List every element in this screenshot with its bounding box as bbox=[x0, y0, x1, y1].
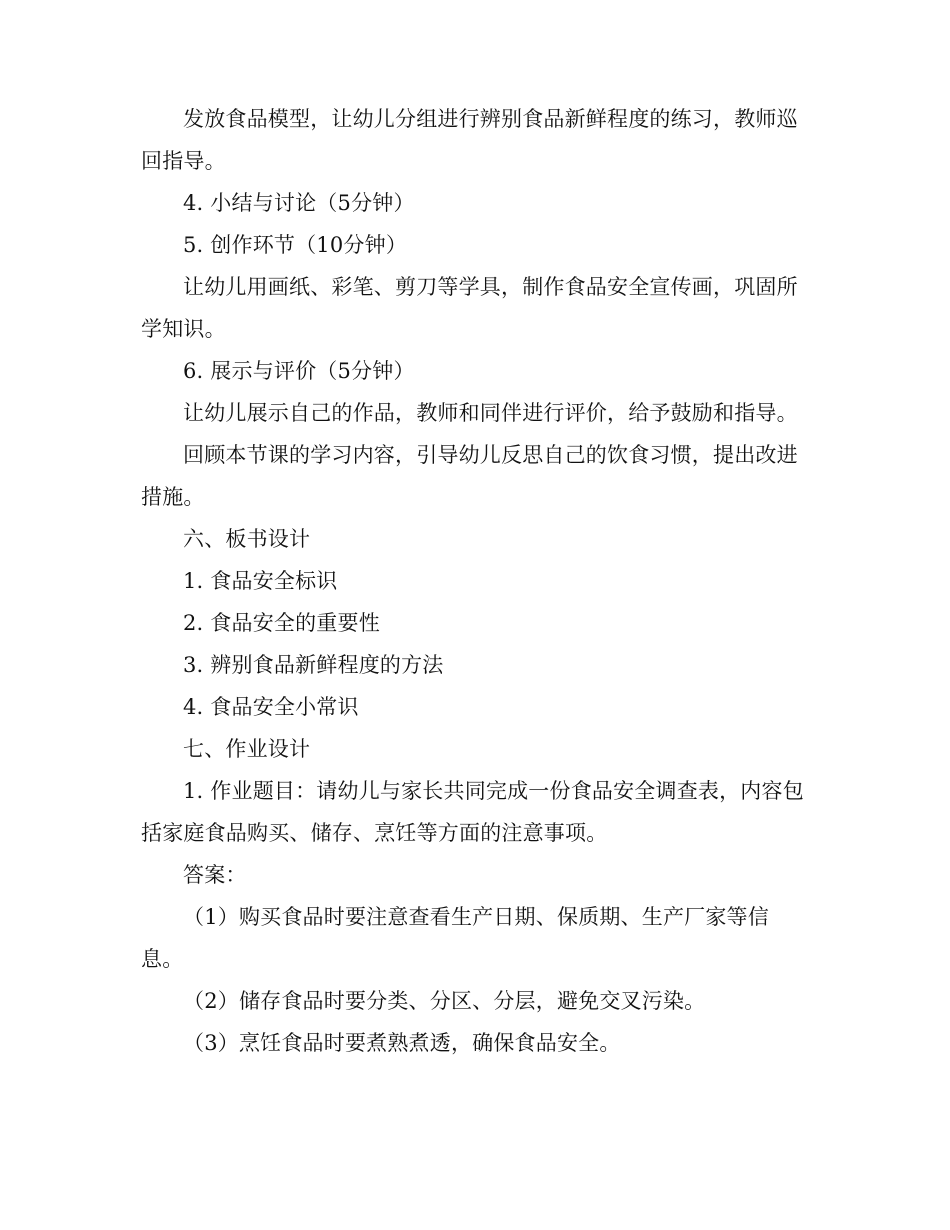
answer-label: 答案： bbox=[183, 863, 247, 887]
answer-item-3: （3）烹饪食品时要煮熟煮透，确保食品安全。 bbox=[183, 1031, 621, 1055]
answer-item-1: （1）购买食品时要注意查看生产日期、保质期、生产厂家等信息。 bbox=[141, 905, 769, 971]
section-heading-board-design: 六、板书设计 bbox=[183, 527, 311, 551]
paragraph-6: 让幼儿展示自己的作品，教师和同伴进行评价，给予鼓励和指导。 bbox=[183, 401, 798, 425]
board-item-2: 2. 食品安全的重要性 bbox=[183, 611, 380, 635]
homework-item-1: 1. 作业题目：请幼儿与家长共同完成一份食品安全调查表，内容包括家庭食品购买、储存、烹饪等方面的注意事项。 bbox=[141, 779, 804, 845]
section-heading-homework-design: 七、作业设计 bbox=[183, 737, 311, 761]
paragraph-7: 回顾本节课的学习内容，引导幼儿反思自己的饮食习惯，提出改进措施。 bbox=[141, 443, 798, 509]
paragraph-2: 4. 小结与讨论（5分钟） bbox=[183, 191, 415, 215]
paragraph-1: 发放食品模型，让幼儿分组进行辨别食品新鲜程度的练习，教师巡回指导。 bbox=[141, 107, 798, 173]
document-body bbox=[141, 98, 811, 1064]
paragraph-5: 6. 展示与评价（5分钟） bbox=[183, 359, 415, 383]
paragraph-4: 让幼儿用画纸、彩笔、剪刀等学具，制作食品安全宣传画，巩固所学知识。 bbox=[141, 275, 798, 341]
board-item-4: 4. 食品安全小常识 bbox=[183, 695, 359, 719]
answer-item-2: （2）储存食品时要分类、分区、分层，避免交叉污染。 bbox=[183, 989, 706, 1013]
board-item-3: 3. 辨别食品新鲜程度的方法 bbox=[183, 653, 444, 677]
paragraph-3: 5. 创作环节（10分钟） bbox=[183, 233, 408, 257]
board-item-1: 1. 食品安全标识 bbox=[183, 569, 338, 593]
